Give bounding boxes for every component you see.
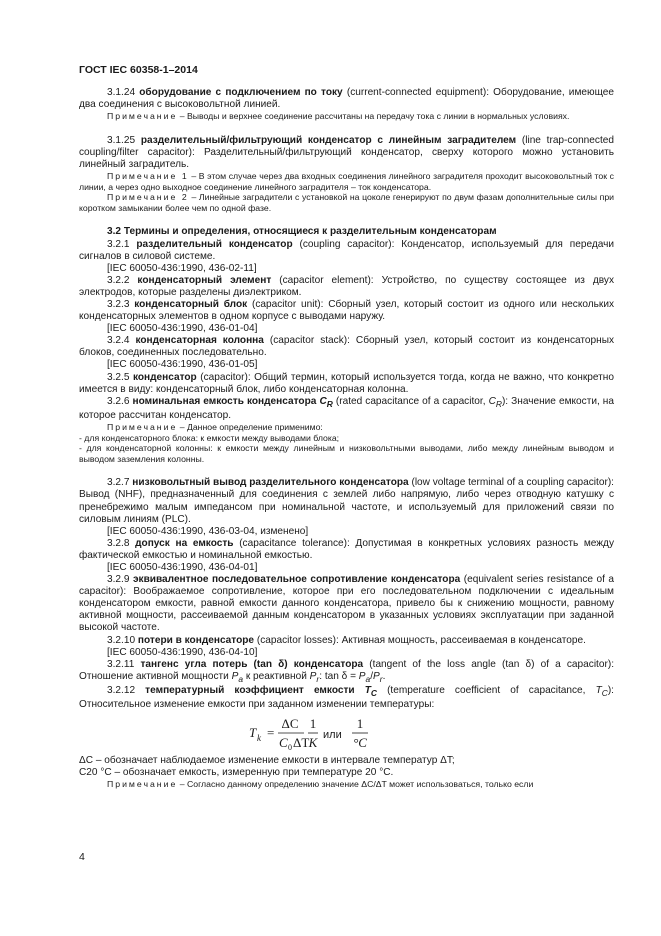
clause-3-2-6: 3.2.6 номинальная емкость конденсатора $C_R$ (rated capacitance of a capacitor, $C_R$): Значение емкости, на которое рассчитан конденсатор.	[79, 395, 614, 421]
clause-3-2-5: 3.2.5 конденсатор (capacitor): Общий термин, который используется тогда, когда не важно, что конкретно имеется в виду: конденсаторный блок, либо конденсаторная колонна.	[79, 371, 614, 395]
clause-3-2-3: 3.2.3 конденсаторный блок (capacitor unit): Сборный узел, который состоит из одного или нескольких конденсаторных элементов в одном корпусе с выводами наружу.	[79, 299, 615, 323]
clause-3-2-10: 3.2.10 потери в конденсаторе (capacitor losses): Активная мощность, рассеиваемая в конденсаторе.	[107, 634, 586, 646]
clause-3-2-7: 3.2.7 низковольтный вывод разделительного конденсатора (low voltage terminal of a coupling capacitor): Вывод (NHF), предназначенный для соединения с землей либо напрямую, либо через отводную катушку с пренебрежимо малым импедансом при номинальной частоте, и используемый для приложений связи по силовым линиям (PLC).	[79, 477, 614, 525]
clause-3-2-4: 3.2.4 конденсаторная колонна (capacitor stack): Сборный узел, который состоит из конденсаторных блоков, соединенных последовательно.	[79, 335, 614, 359]
formula-den1-b: ΔT	[292, 735, 309, 751]
page-number: 4	[79, 851, 85, 863]
note-item: - для конденсаторного блока: к емкости между выводами блока;	[79, 432, 340, 443]
definition-delta-c: ΔC – обозначает наблюдаемое изменение емкости в интервале температур ΔT;	[79, 755, 455, 767]
note: Примечание – Выводы и верхнее соединение рассчитаны на передачу тока с линии в нормальных условиях.	[107, 111, 570, 122]
clause-3-1-24: 3.1.24 оборудование с подключением по току (current-connected equipment): Оборудование, имеющее два соединения с высоковольтной линией.	[79, 87, 614, 111]
definition-c20: C20 °C – обозначает емкость, измеренную при температуре 20 °C.	[79, 767, 394, 779]
note-item: - для конденсаторной колонны: к емкости между линейным и низковольтными выводами, либо между линейным выводом и выводом заземления колонны.	[79, 443, 614, 464]
note: Примечание – Данное определение применимо:	[107, 421, 323, 432]
document-body	[79, 87, 614, 790]
clause-3-2-9: 3.2.9 эквивалентное последовательное сопротивление конденсатора (equivalent series resistance of a capacitor): Воображаемое сопротивление, которое при его последовательном подключении с идеальным конденсатором емкости, равной емкости данного конденсатора, привело бы к снижению мощности, равному активной мощности, рассеиваемой данным конденсатором в указанных условиях эксплуатации при заданной высокой частоте.	[79, 574, 614, 634]
formula-lhs: T	[248, 725, 256, 741]
reference: [IEC 60050-436:1990, 436-01-04]	[107, 323, 258, 335]
formula-equals: =	[266, 725, 274, 741]
formula-lhs-sub: k	[256, 733, 261, 744]
section-3-2-title: 3.2 Термины и определения, относящиеся к разделительным конденсаторам	[107, 226, 497, 238]
clause-3-2-12: 3.2.12 температурный коэффициент емкости $T_C$ (temperature coefficient of capacitance, $T_C$): Относительное изменение емкости при заданном изменении температуры:	[79, 684, 614, 711]
formula-den3: °C	[352, 735, 367, 751]
note: Примечание – Согласно данному определению значение ΔC/ΔT может использоваться, только если	[107, 779, 534, 790]
clause-3-1-25: 3.1.25 разделительный/фильтрующий конденсатор с линейным заградителем (line trap-connected coupling/filter capacitor): Разделительный/фильтрующий конденсатор, сверху которого можно установить линейный заградитель.	[79, 134, 614, 170]
formula-den1: C	[278, 735, 288, 751]
document-header: ГОСТ IEC 60358-1–2014	[79, 64, 198, 76]
formula-or: или	[322, 729, 342, 742]
formula-den1-sub: 0	[287, 743, 292, 753]
reference: [IEC 60050-436:1990, 436-04-01]	[107, 561, 258, 573]
clause-3-2-2: 3.2.2 конденсаторный элемент (capacitor element): Устройство, по существу состоящее из двух электродов, которые разделены диэлектриком.	[79, 274, 615, 298]
note-2: Примечание 2 – Линейные заградители с установкой на цоколе генерируют по двум фазам дополнительные силы при коротком замыкании более чем по одной фазе.	[79, 192, 615, 213]
reference: [IEC 60050-436:1990, 436-01-05]	[107, 359, 258, 371]
formula-num3: 1	[356, 716, 363, 732]
reference: [IEC 60050-436:1990, 436-04-10]	[107, 646, 258, 658]
temperature-coefficient-formula	[79, 713, 614, 753]
reference: [IEC 60050-436:1990, 436-02-11]	[107, 262, 257, 274]
formula-num1: ΔC	[280, 716, 299, 732]
clause-3-2-11: 3.2.11 тангенс угла потерь (tan δ) конденсатора (tangent of the loss angle (tan δ) of a capacitor): Отношение активной мощности $P_a$ к реактивной $P_r$: $\tan \delta = P_a/P_r$.	[79, 658, 615, 684]
reference: [IEC 60050-436:1990, 436-03-04, изменено]	[107, 525, 309, 537]
formula-num2: 1	[309, 716, 316, 732]
formula-den2: K	[308, 735, 317, 751]
clause-3-2-8: 3.2.8 допуск на емкость (capacitance tolerance): Допустимая в конкретных условиях разность между фактической емкостью и номинальной емкостью.	[79, 537, 614, 561]
clause-3-2-1: 3.2.1 разделительный конденсатор (coupling capacitor): Конденсатор, используемый для передачи сигналов в силовой системе.	[79, 238, 615, 262]
note-1: Примечание 1 – В этом случае через два входных соединения линейного заградителя проходит высоковольтный ток с линии, а через одно выходное соединение линейного заградителя – ток конденсатора.	[79, 171, 614, 192]
